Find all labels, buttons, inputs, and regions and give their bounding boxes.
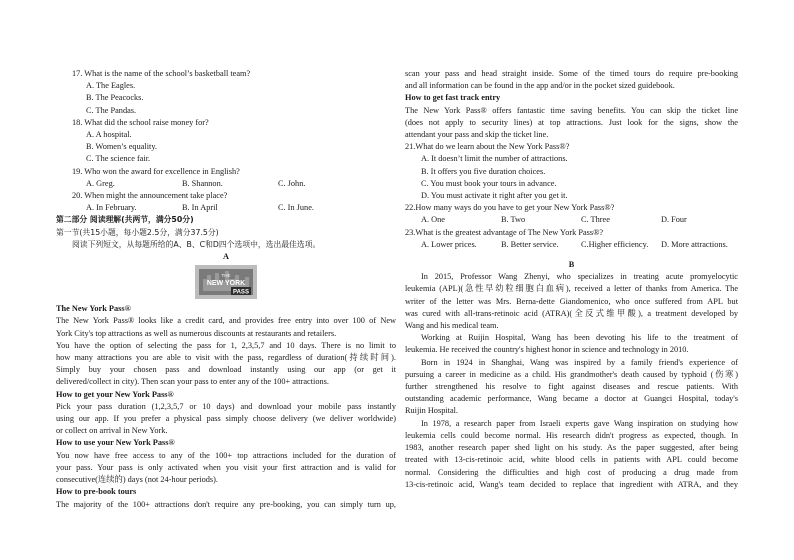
logo-text-top: THE bbox=[221, 273, 231, 279]
b1-line-3: writer of the letter was Mrs. Berna-dette Giandomenico, who once suffered from APL but bbox=[405, 296, 738, 306]
section1-title: 第一节(共15小题，每小题2.5分，满分37.5分) bbox=[56, 227, 219, 237]
b1-line-5: Wang and his medical team. bbox=[405, 321, 499, 331]
passage-title: The New York Pass® bbox=[56, 304, 131, 314]
p3-line-2: your pass. Your pass is only activated when you visit your first attraction and is valid for bbox=[56, 462, 396, 472]
q22-option-c: C. Three bbox=[581, 215, 610, 225]
pfast-line-2: (does not apply to security lines) at top attractions. Just look for the signs, show the bbox=[405, 117, 738, 127]
q23-option-a: A. Lower prices. bbox=[421, 239, 477, 249]
q17-option-a: A. The Eagles. bbox=[86, 81, 136, 91]
q20-option-a: A. In February. bbox=[86, 203, 137, 213]
logo-text-mid: NEW YORK bbox=[206, 280, 246, 288]
p1-line-4: how many attractions you are able to visit with the pass, regardless of duration(持续时间). bbox=[56, 353, 396, 363]
p3-line-1: You now have free access to any of the 100+ top attractions included for the duration of bbox=[56, 450, 396, 460]
q21-option-b: B. It offers you five duration choices. bbox=[421, 166, 546, 176]
b2-line-2: leukemia. He received the country's highest honor in science and technology in 2010. bbox=[405, 345, 689, 355]
logo-text-bot: PASS bbox=[233, 289, 249, 296]
heading-use-pass: How to use your New York Pass® bbox=[56, 438, 175, 448]
q19-option-c: C. John. bbox=[278, 178, 306, 188]
q18-stem: 18. What did the school raise money for? bbox=[72, 117, 209, 127]
part2-title: 第二部分 阅读理解(共两节，满分50分) bbox=[56, 215, 194, 225]
q20-options bbox=[56, 202, 396, 214]
b4-line-3: 1983, another research paper shed light on his study. As the paper suggested, after being bbox=[405, 443, 738, 453]
q21-stem: 21.What do we learn about the New York Pass®? bbox=[405, 142, 570, 152]
heading-fast-track: How to get fast track entry bbox=[405, 93, 501, 103]
p1-line-2: York City's top attractions as well as numerous discounts at restaurants and retailers. bbox=[56, 328, 337, 338]
q21-option-d: D. You must activate it right after you get it. bbox=[421, 191, 568, 201]
q22-option-a: A. One bbox=[421, 215, 445, 225]
right-column bbox=[405, 68, 738, 491]
q20-option-c: C. In June. bbox=[278, 203, 314, 213]
b3-line-1: Born in 1924 in Shanghai, Wang was inspired by a family friend's experience of bbox=[421, 357, 738, 367]
b1-line-1: In 2015, Professor Wang Zhenyi, who specializes in treating acute promyelocytic bbox=[421, 272, 738, 282]
q17-stem: 17. What is the name of the school’s basketball team? bbox=[72, 69, 251, 78]
passage-b-label: B bbox=[568, 260, 575, 270]
b4-line-4: treated with 13-cis-retinoic acid, white blood cells in patients with APL could become bbox=[405, 455, 738, 465]
q21-option-a: A. It doesn’t limit the number of attractions. bbox=[421, 154, 568, 164]
heading-pre-book: How to pre-book tours bbox=[56, 487, 137, 497]
pcont-line-2: and all information can be found in the app and/or in the pocket sized guidebook. bbox=[405, 81, 675, 91]
b2-line-1: Working at Ruijin Hospital, Wang has been devoting his life to the treatment of bbox=[421, 333, 738, 343]
b3-line-3: further strengthened his resolve to fight against diseases and rescue patients. With bbox=[405, 382, 738, 392]
b4-line-6: 13-cis-retinoic acid, Wang's team decided to replace that ingredient with ATRA, and they bbox=[405, 479, 738, 489]
q21-option-c: C. You must book your tours in advance. bbox=[421, 178, 557, 188]
pfast-line-3: attendant your pass and skip the ticket line. bbox=[405, 130, 549, 140]
q18-option-b: B. Women’s equality. bbox=[86, 142, 158, 152]
p1-line-5: Simply buy your chosen pass and download instantly using our app (or get it bbox=[56, 365, 396, 375]
q23-stem: 23.What is the greatest advantage of The New York Pass®? bbox=[405, 227, 604, 237]
p1-line-6: delivered/collect in city). Then scan your pass to enter any of the 100+ attractions. bbox=[56, 377, 329, 387]
q17-option-c: C. The Pandas. bbox=[86, 105, 137, 115]
p2-line-1: Pick your pass duration (1,2,3,5,7 or 10 days) and download your mobile pass instantly bbox=[56, 401, 396, 411]
b1-line-4: was cured with all-trans-retinoic acid (ATRA)(全反式维甲酸), a treatment developed by bbox=[405, 308, 738, 318]
heading-get-pass: How to get your New York Pass® bbox=[56, 389, 174, 399]
q19-options bbox=[56, 178, 396, 190]
q17-option-b: B. The Peacocks. bbox=[86, 93, 144, 103]
b3-line-5: Ruijin Hospital. bbox=[405, 406, 459, 416]
pcont-line-1: scan your pass and head straight inside. Some of the timed tours do require pre-booking bbox=[405, 69, 738, 78]
q20-option-b: B. In April bbox=[182, 203, 218, 213]
b4-line-2: leukemia cells could become normal. His research didn't progress as expected, though. In bbox=[405, 430, 738, 440]
left-column bbox=[56, 68, 396, 511]
b4-line-1: In 1978, a research paper from Israeli experts gave Wang inspiration on studying how bbox=[421, 418, 738, 428]
b1-line-2: leukemia (APL)(急性早幼粒细胞白血病), received a letter of thanks from America. The bbox=[405, 284, 738, 294]
q22-option-b: B. Two bbox=[501, 215, 526, 225]
q23-option-d: D. More attractions. bbox=[661, 239, 728, 249]
p3-line-3: consecutive(连续的) days (not 24-hour periods). bbox=[56, 475, 218, 485]
b3-line-4: outstanding academic performance, Wang became a doctor at Guangci Hospital, today's bbox=[405, 394, 738, 404]
q22-stem: 22.How many ways do you have to get your New York Pass®? bbox=[405, 203, 615, 213]
q23-options bbox=[405, 239, 738, 251]
q22-options bbox=[405, 214, 738, 226]
q23-option-c: C.Higher efficiency. bbox=[581, 239, 649, 249]
p1-line-1: The New York Pass® looks like a credit card, and provides free entry into over 100 of New bbox=[56, 316, 396, 326]
p2-line-2: using our app. If you prefer a physical pass simply choose delivery (we deliver worldwide) bbox=[56, 414, 396, 424]
p2-line-3: or collect on arrival in New York. bbox=[56, 426, 168, 436]
q18-option-c: C. The science fair. bbox=[86, 154, 151, 164]
q19-option-a: A. Greg. bbox=[86, 178, 115, 188]
p4-line-1: The majority of the 100+ attractions don't require any pre-booking, you can simply turn up, bbox=[56, 499, 396, 509]
q22-option-d: D. Four bbox=[661, 215, 687, 225]
b3-line-2: pursuing a career in medicine as a child. His grandmother's death caused by typhoid (伤寒) bbox=[405, 369, 738, 379]
q20-stem: 20. When might the announcement take place? bbox=[72, 191, 228, 201]
q18-option-a: A. A hospital. bbox=[86, 130, 132, 140]
new-york-pass-logo bbox=[195, 265, 257, 299]
passage-a-label: A bbox=[223, 252, 229, 262]
q19-stem: 19. Who won the award for excellence in English? bbox=[72, 166, 240, 176]
q23-option-b: B. Better service. bbox=[501, 239, 559, 249]
p1-line-3: You have the option of selecting the pass for 1, 2,3,5,7 and 10 days. There is no limit to bbox=[56, 340, 396, 350]
q19-option-b: B. Shannon. bbox=[182, 178, 223, 188]
b4-line-5: normal. Considering the difficulties and high cost of producing a drug made from bbox=[405, 467, 738, 477]
pfast-line-1: The New York Pass® offers fantastic time saving benefits. You can skip the ticket line bbox=[405, 105, 738, 115]
instruction: 阅读下列短文，从每题所给的A、B、C和D四个选项中，选出最佳选项。 bbox=[72, 239, 321, 249]
